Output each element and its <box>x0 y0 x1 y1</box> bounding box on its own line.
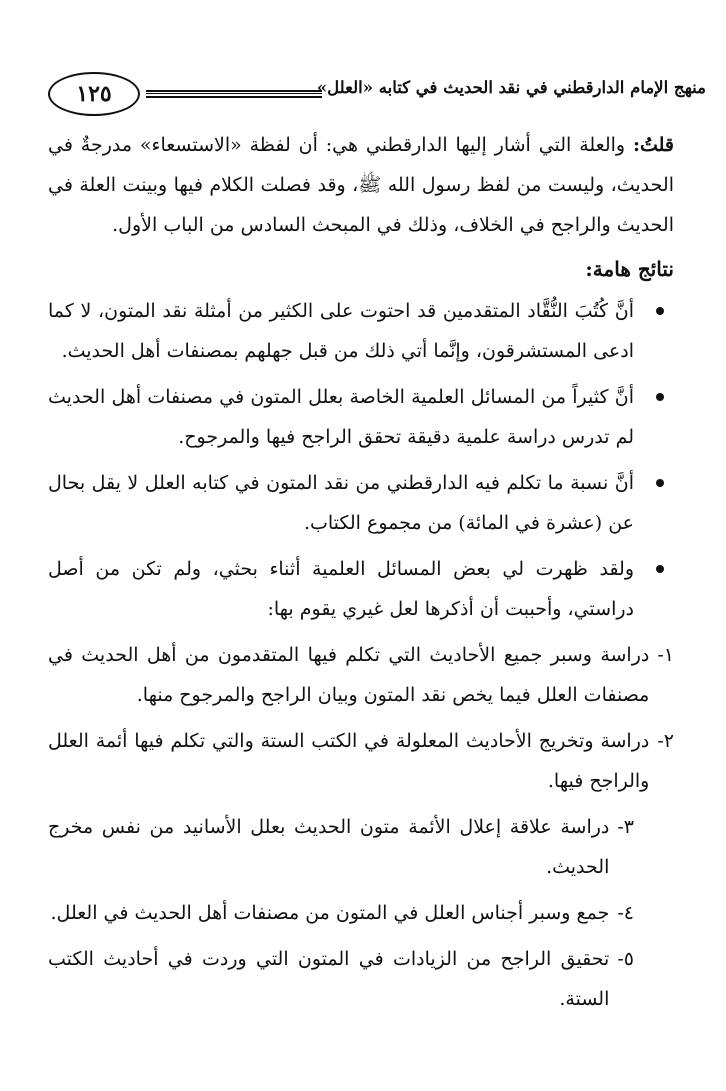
item-text: جمع وسبر أجناس العلل في المتون من مصنفات أهل الحديث في العلل. <box>50 902 610 924</box>
numbered-item <box>48 893 674 933</box>
numbered-item <box>48 721 674 801</box>
results-list <box>48 291 674 629</box>
item-text: دراسة علاقة إعلال الأئمة متون الحديث بعلل الأسانيد من نفس مخرج الحديث. <box>48 816 610 878</box>
list-item-text: أنَّ نسبة ما تكلم فيه الدارقطني من نقد المتون في كتابه العلل لا يقل بحال عن (عشرة في المائة) من مجموع الكتاب. <box>48 472 634 534</box>
bullet-icon <box>656 307 664 315</box>
page-body <box>48 125 674 1025</box>
intro-paragraph <box>48 125 674 245</box>
numbered-item <box>48 807 674 887</box>
page-header <box>18 72 706 118</box>
page-number: ١٢٥ <box>48 72 140 116</box>
list-item-text: ولقد ظهرت لي بعض المسائل العلمية أثناء بحثي، ولم تكن من أصل دراستي، وأحببت أن أذكرها لعل غيري يقوم بها: <box>48 558 634 620</box>
section-title: نتائج هامة: <box>585 257 674 281</box>
item-number: ١- <box>657 644 674 666</box>
item-text: تحقيق الراجح من الزيادات في المتون التي وردت في أحاديث الكتب الستة. <box>48 948 610 1010</box>
list-item <box>48 463 674 543</box>
item-number: ٥- <box>617 948 634 970</box>
item-number: ٤- <box>617 902 634 924</box>
bullet-icon <box>656 479 664 487</box>
item-number: ٣- <box>617 816 634 838</box>
list-item-text: أنَّ كُتُبَ النُّقَّاد المتقدمين قد احتوت على الكثير من أمثلة نقد المتون، لا كما ادعى المستشرقون، وإنَّما أتي ذلك من قبل جهلهم بمصنفات أهل الحديث. <box>48 300 634 362</box>
list-item-text: أنَّ كثيراً من المسائل العلمية الخاصة بعلل المتون في مصنفات أهل الحديث لم تدرس دراسة علمية دقيقة تحقق الراجح فيها والمرجوح. <box>48 386 634 448</box>
item-number: ٢- <box>657 730 674 752</box>
list-item <box>48 291 674 371</box>
item-text: دراسة وتخريج الأحاديث المعلولة في الكتب الستة والتي تكلم فيها أئمة العلل والراجح فيها. <box>48 730 650 792</box>
header-rule <box>146 90 322 98</box>
numbered-item <box>48 635 674 715</box>
item-text: دراسة وسبر جميع الأحاديث التي تكلم فيها المتقدمون من أهل الحديث في مصنفات العلل فيما يخص نقد المتون وبيان الراجح والمرجوح منها. <box>48 644 650 706</box>
list-item <box>48 377 674 457</box>
bullet-icon <box>656 393 664 401</box>
bullet-icon <box>656 565 664 573</box>
running-title: منهج الإمام الدارقطني في نقد الحديث في كتابه «العلل» <box>316 78 706 97</box>
intro-lead: قلتُ: <box>632 134 674 156</box>
numbered-item <box>48 939 674 1019</box>
list-item <box>48 549 674 629</box>
intro-text: والعلة التي أشار إليها الدارقطني هي: أن لفظة «الاستسعاء» مدرجةٌ في الحديث، وليست من لفظ رسول الله ﷺ، وقد فصلت الكلام فيها وبينت العلة في الحديث والراجح في الخلاف، وذلك في المبحث السادس من الباب الأول. <box>48 134 674 236</box>
